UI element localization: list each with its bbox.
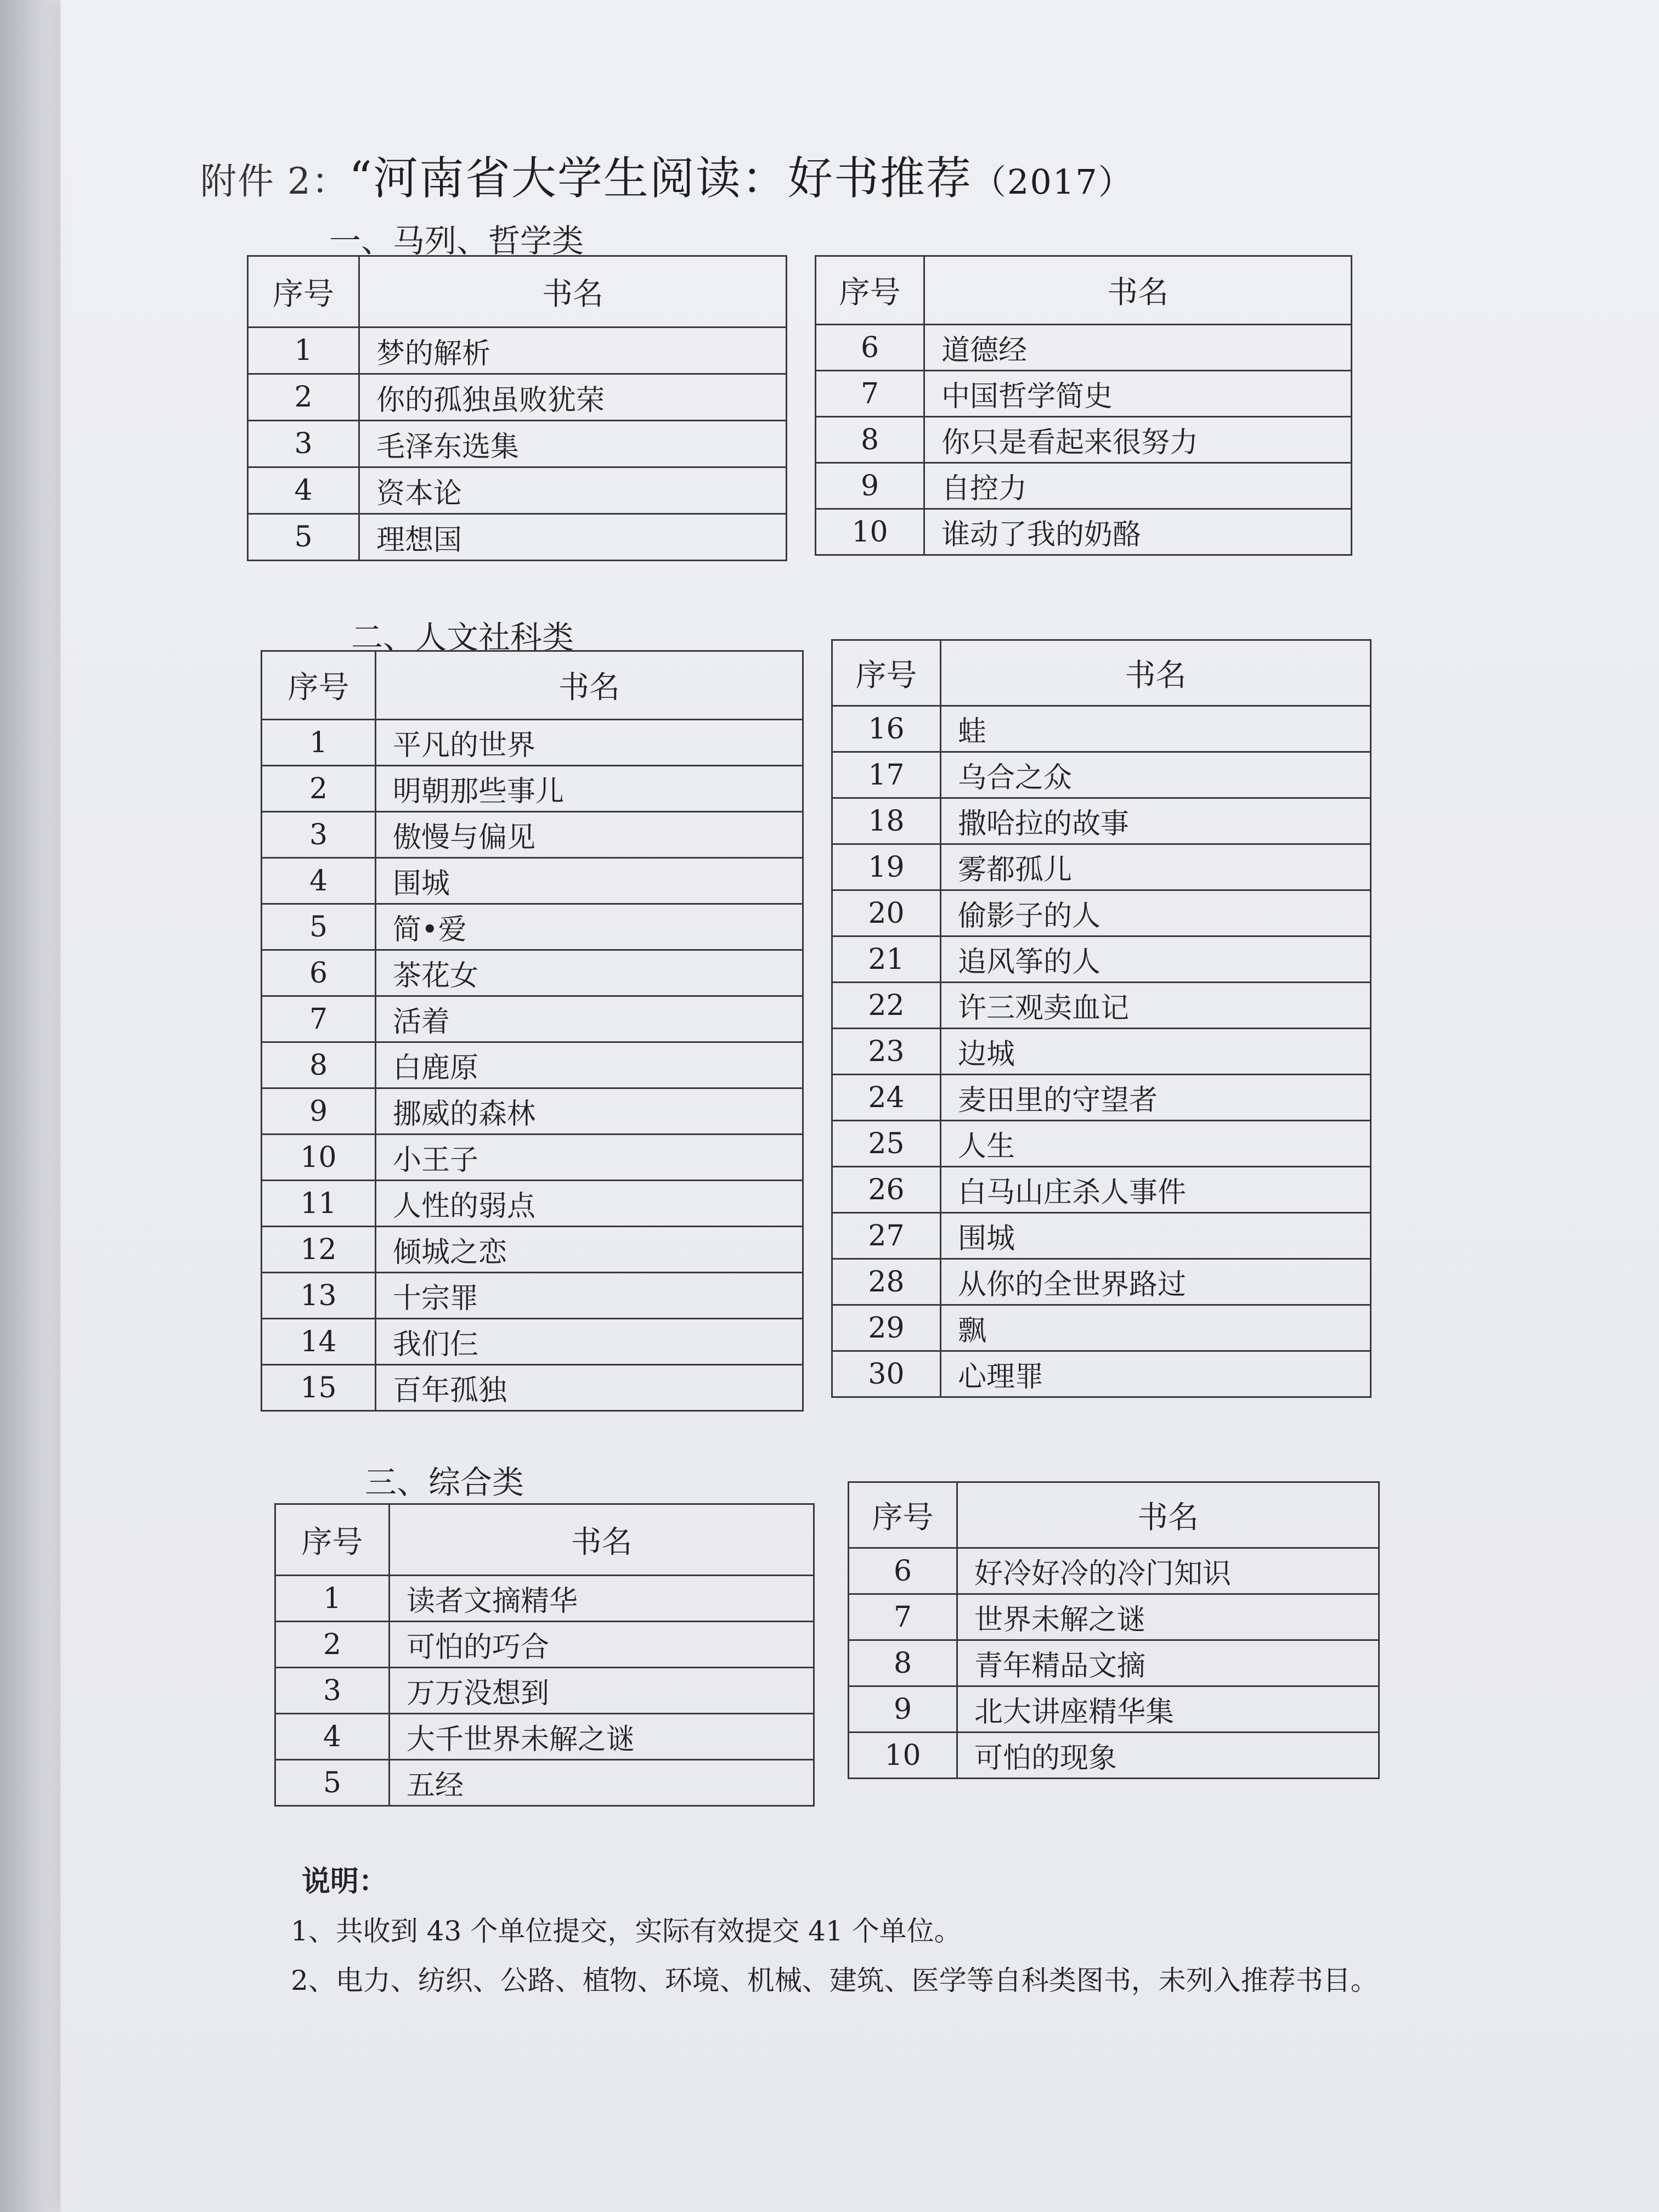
book-number: 13 <box>262 1273 376 1319</box>
book-number: 3 <box>275 1668 390 1714</box>
table-row <box>248 467 787 514</box>
book-title: 毛泽东选集 <box>359 421 787 467</box>
table-row <box>849 1548 1379 1594</box>
table-row <box>248 374 787 421</box>
table-row <box>832 706 1371 752</box>
column-header-name: 书名 <box>957 1482 1379 1548</box>
column-header-num: 序号 <box>275 1504 390 1576</box>
book-table-general-right <box>848 1481 1380 1779</box>
table-row <box>262 1365 803 1411</box>
book-title: 百年孤独 <box>376 1365 803 1411</box>
table-row <box>832 1167 1371 1213</box>
note-item: 1、共收到 43 个单位提交，实际有效提交 41 个单位。 <box>291 1915 962 1947</box>
book-title: 自控力 <box>924 463 1352 509</box>
book-title: 傲慢与偏见 <box>376 812 803 858</box>
book-number: 12 <box>262 1227 376 1273</box>
book-number: 7 <box>816 371 924 417</box>
table-row <box>262 1088 803 1135</box>
book-number: 25 <box>832 1121 941 1167</box>
table-row <box>816 509 1352 555</box>
book-number: 3 <box>248 421 359 467</box>
book-number: 20 <box>832 890 941 936</box>
book-table-general-left <box>274 1503 815 1807</box>
book-title: 白马山庄杀人事件 <box>941 1167 1371 1213</box>
table-row <box>832 752 1371 798</box>
book-number: 11 <box>262 1181 376 1227</box>
book-title: 挪威的森林 <box>376 1088 803 1135</box>
book-number: 5 <box>262 904 376 950</box>
book-number: 4 <box>248 467 359 514</box>
section-title-philosophy: 一、马列、哲学类 <box>329 222 584 259</box>
book-number: 4 <box>275 1714 390 1760</box>
table-row <box>262 812 803 858</box>
table-row <box>832 844 1371 890</box>
book-title: 白鹿原 <box>376 1042 803 1088</box>
book-title: 简•爱 <box>376 904 803 950</box>
book-title: 资本论 <box>359 467 787 514</box>
book-title: 可怕的现象 <box>957 1733 1379 1779</box>
book-number: 23 <box>832 1029 941 1075</box>
table-row <box>849 1640 1379 1686</box>
book-number: 3 <box>262 812 376 858</box>
book-title: 乌合之众 <box>941 752 1371 798</box>
book-number: 22 <box>832 983 941 1029</box>
title-year: （2017） <box>972 162 1133 202</box>
table-row <box>832 983 1371 1029</box>
column-header-num: 序号 <box>832 640 941 706</box>
book-title: 撒哈拉的故事 <box>941 798 1371 844</box>
table-row <box>849 1594 1379 1640</box>
book-number: 7 <box>849 1594 957 1640</box>
book-number: 7 <box>262 996 376 1042</box>
book-title: 万万没想到 <box>390 1668 814 1714</box>
column-header-num: 序号 <box>816 256 924 325</box>
notes <box>236 1857 1465 2005</box>
book-title: 从你的全世界路过 <box>941 1259 1371 1305</box>
table-row <box>262 1135 803 1181</box>
book-number: 8 <box>262 1042 376 1088</box>
table-row <box>832 1121 1371 1167</box>
table-row <box>275 1760 814 1806</box>
book-title: 我们仨 <box>376 1319 803 1365</box>
book-number: 5 <box>275 1760 390 1806</box>
section-title-humanities: 二、人文社科类 <box>351 619 574 656</box>
book-number: 1 <box>262 720 376 766</box>
book-table-humanities-left <box>261 650 804 1412</box>
book-title: 麦田里的守望者 <box>941 1075 1371 1121</box>
book-number: 26 <box>832 1167 941 1213</box>
book-title: 飘 <box>941 1305 1371 1351</box>
book-table-philosophy-right <box>815 255 1352 556</box>
column-header-num: 序号 <box>262 651 376 720</box>
book-number: 28 <box>832 1259 941 1305</box>
table-row <box>275 1576 814 1622</box>
table-row <box>849 1733 1379 1779</box>
book-number: 27 <box>832 1213 941 1259</box>
book-title: 可怕的巧合 <box>390 1622 814 1668</box>
book-title: 你只是看起来很努力 <box>924 417 1352 463</box>
book-title: 边城 <box>941 1029 1371 1075</box>
table-header-row <box>816 256 1352 325</box>
section-title-general: 三、综合类 <box>365 1464 524 1501</box>
book-title: 道德经 <box>924 325 1352 371</box>
book-title: 许三观卖血记 <box>941 983 1371 1029</box>
table-row <box>832 1259 1371 1305</box>
table-row <box>262 950 803 996</box>
book-number: 16 <box>832 706 941 752</box>
book-number: 2 <box>275 1622 390 1668</box>
book-title: 心理罪 <box>941 1351 1371 1397</box>
table-row <box>816 417 1352 463</box>
book-title: 大千世界未解之谜 <box>390 1714 814 1760</box>
title-prefix: 附件 2： <box>200 160 349 202</box>
book-title: 明朝那些事儿 <box>376 766 803 812</box>
table-row <box>816 325 1352 371</box>
book-title: 茶花女 <box>376 950 803 996</box>
book-number: 6 <box>849 1548 957 1594</box>
book-title: 梦的解析 <box>359 328 787 374</box>
book-title: 倾城之恋 <box>376 1227 803 1273</box>
table-row <box>816 463 1352 509</box>
table-row <box>262 1273 803 1319</box>
book-table-philosophy-left <box>247 255 787 561</box>
table-row <box>832 1075 1371 1121</box>
table-header-row <box>849 1482 1379 1548</box>
table-header-row <box>275 1504 814 1576</box>
book-title: 你的孤独虽败犹荣 <box>359 374 787 421</box>
table-row <box>248 328 787 374</box>
book-title: 读者文摘精华 <box>390 1576 814 1622</box>
book-title: 理想国 <box>359 514 787 561</box>
book-title: 好冷好冷的冷门知识 <box>957 1548 1379 1594</box>
table-row <box>275 1668 814 1714</box>
book-number: 2 <box>248 374 359 421</box>
table-row <box>832 1029 1371 1075</box>
book-number: 9 <box>849 1686 957 1733</box>
table-row <box>262 904 803 950</box>
book-title: 人性的弱点 <box>376 1181 803 1227</box>
table-header-row <box>262 651 803 720</box>
document-title <box>200 143 1133 207</box>
table-row <box>262 1042 803 1088</box>
book-number: 8 <box>816 417 924 463</box>
table-row <box>262 1227 803 1273</box>
book-number: 19 <box>832 844 941 890</box>
column-header-name: 书名 <box>390 1504 814 1576</box>
book-number: 1 <box>248 328 359 374</box>
column-header-name: 书名 <box>359 256 787 328</box>
table-row <box>832 1351 1371 1397</box>
book-number: 5 <box>248 514 359 561</box>
book-title: 活着 <box>376 996 803 1042</box>
book-title: 五经 <box>390 1760 814 1806</box>
column-header-name: 书名 <box>924 256 1352 325</box>
book-number: 9 <box>816 463 924 509</box>
table-row <box>262 720 803 766</box>
book-number: 29 <box>832 1305 941 1351</box>
book-number: 9 <box>262 1088 376 1135</box>
book-title: 青年精品文摘 <box>957 1640 1379 1686</box>
table-row <box>275 1714 814 1760</box>
table-row <box>262 1319 803 1365</box>
book-number: 10 <box>262 1135 376 1181</box>
table-header-row <box>832 640 1371 706</box>
column-header-name: 书名 <box>376 651 803 720</box>
book-number: 6 <box>816 325 924 371</box>
table-row <box>262 858 803 904</box>
book-table-humanities-right <box>831 639 1372 1398</box>
table-row <box>248 421 787 467</box>
book-title: 小王子 <box>376 1135 803 1181</box>
table-row <box>849 1686 1379 1733</box>
book-title: 人生 <box>941 1121 1371 1167</box>
title-main: “河南省大学生阅读：好书推荐 <box>348 153 972 205</box>
note-item: 2、电力、纺织、公路、植物、环境、机械、建筑、医学等自科类图书，未列入推荐书目。 <box>291 1965 1378 1996</box>
table-row <box>248 514 787 561</box>
book-title: 偷影子的人 <box>941 890 1371 936</box>
book-number: 14 <box>262 1319 376 1365</box>
book-number: 10 <box>849 1733 957 1779</box>
book-title: 北大讲座精华集 <box>957 1686 1379 1733</box>
book-title: 蛙 <box>941 706 1371 752</box>
book-number: 6 <box>262 950 376 996</box>
book-title: 围城 <box>941 1213 1371 1259</box>
book-title: 中国哲学简史 <box>924 371 1352 417</box>
table-row <box>832 936 1371 983</box>
book-title: 追风筝的人 <box>941 936 1371 983</box>
table-row <box>262 1181 803 1227</box>
table-row <box>262 996 803 1042</box>
column-header-name: 书名 <box>941 640 1371 706</box>
book-number: 21 <box>832 936 941 983</box>
book-number: 17 <box>832 752 941 798</box>
book-number: 15 <box>262 1365 376 1411</box>
column-header-num: 序号 <box>248 256 359 328</box>
table-row <box>832 890 1371 936</box>
book-number: 24 <box>832 1075 941 1121</box>
table-row <box>832 1305 1371 1351</box>
book-title: 雾都孤儿 <box>941 844 1371 890</box>
book-title: 围城 <box>376 858 803 904</box>
book-number: 2 <box>262 766 376 812</box>
table-header-row <box>248 256 787 328</box>
table-row <box>832 1213 1371 1259</box>
book-title: 十宗罪 <box>376 1273 803 1319</box>
notes-heading: 说明： <box>302 1865 388 1898</box>
book-number: 30 <box>832 1351 941 1397</box>
table-row <box>275 1622 814 1668</box>
book-number: 4 <box>262 858 376 904</box>
table-row <box>832 798 1371 844</box>
column-header-num: 序号 <box>849 1482 957 1548</box>
book-title: 谁动了我的奶酪 <box>924 509 1352 555</box>
table-row <box>816 371 1352 417</box>
book-number: 18 <box>832 798 941 844</box>
book-number: 10 <box>816 509 924 555</box>
book-number: 1 <box>275 1576 390 1622</box>
book-title: 平凡的世界 <box>376 720 803 766</box>
book-number: 8 <box>849 1640 957 1686</box>
book-title: 世界未解之谜 <box>957 1594 1379 1640</box>
table-row <box>262 766 803 812</box>
